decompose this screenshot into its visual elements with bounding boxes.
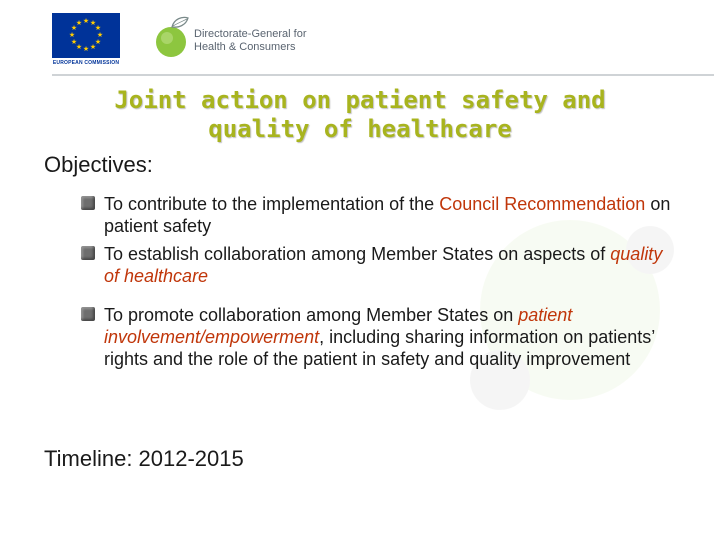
slide-title-line1: Joint action on patient safety and [114, 86, 606, 114]
objective-text: To promote collaboration among Member States on [104, 305, 519, 325]
timeline-text: Timeline: 2012-2015 [44, 446, 244, 471]
dg-logo-text [194, 28, 329, 54]
eu-flag-icon [52, 13, 120, 58]
objectives-list [80, 193, 680, 370]
objective-highlight: patient involvement/empowerment [104, 305, 573, 347]
eu-logo-caption: EUROPEAN COMMISSION [52, 60, 120, 66]
svg-text:★: ★ [82, 17, 90, 25]
svg-text:★: ★ [94, 24, 102, 32]
svg-text:★: ★ [70, 38, 78, 46]
dg-logo-line2: Health & Consumers [194, 41, 296, 53]
objective-item [80, 243, 680, 287]
dg-health-consumers-logo [152, 14, 322, 64]
header-divider [52, 74, 714, 76]
objective-text: To contribute to the implementation of the [104, 194, 440, 214]
svg-text:★: ★ [82, 45, 90, 53]
svg-text:★: ★ [68, 31, 76, 39]
objective-item [80, 193, 680, 237]
objective-text: To establish collaboration among Member States on aspects of [104, 244, 611, 264]
objective-item [80, 304, 680, 370]
bullet-square-icon [81, 196, 95, 210]
svg-text:★: ★ [89, 19, 97, 27]
dg-logo-line1: Directorate-General for [194, 28, 307, 40]
objective-highlight: quality of healthcare [104, 244, 663, 286]
european-commission-logo [52, 13, 120, 65]
svg-text:★: ★ [70, 24, 78, 32]
svg-text:★: ★ [75, 43, 83, 51]
slide-title-line2: quality of healthcare [208, 115, 512, 143]
objectives-heading: Objectives: [44, 152, 153, 177]
objective-text-after: , including sharing information on patients’ rights and the role of the patient in safety and quality improvement [104, 327, 655, 369]
header [0, 0, 720, 80]
slide-title [40, 86, 680, 144]
svg-text:★: ★ [89, 43, 97, 51]
svg-text:★: ★ [94, 38, 102, 46]
objective-highlight: Council Recommendation [439, 194, 646, 214]
bullet-square-icon [81, 246, 95, 260]
objective-text-after: on patient safety [104, 194, 671, 236]
svg-text:★: ★ [75, 19, 83, 27]
bullet-square-icon [81, 307, 95, 321]
svg-text:★: ★ [96, 31, 104, 39]
leaf-apple-icon [152, 14, 192, 60]
